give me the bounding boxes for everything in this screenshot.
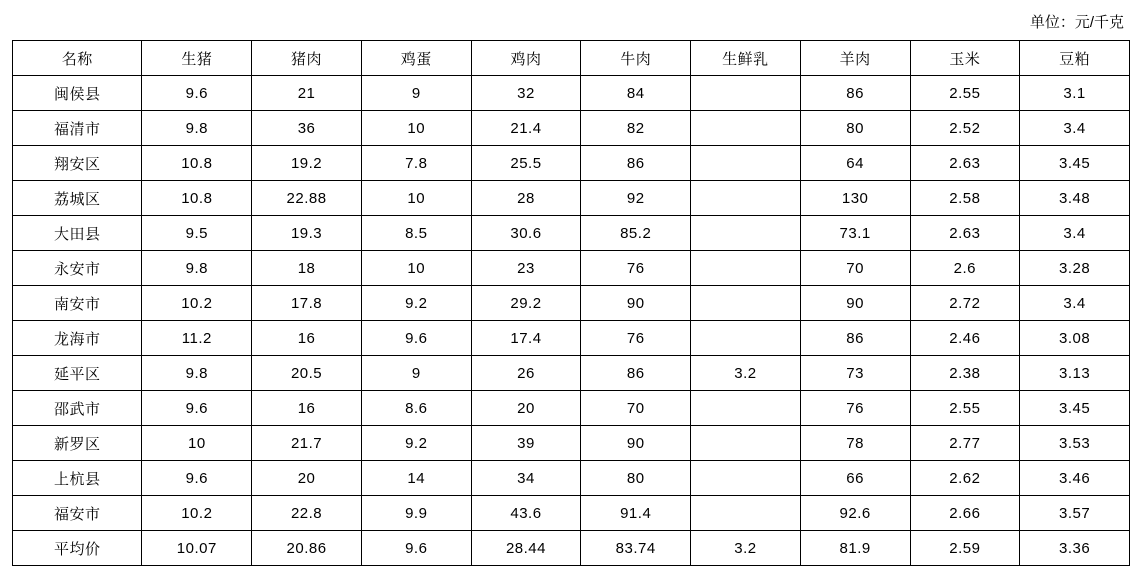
table-cell: 43.6 xyxy=(471,496,581,531)
table-cell xyxy=(691,496,801,531)
table-cell: 3.45 xyxy=(1020,146,1130,181)
table-cell: 10.2 xyxy=(142,496,252,531)
table-cell: 11.2 xyxy=(142,321,252,356)
table-cell: 3.08 xyxy=(1020,321,1130,356)
table-cell: 2.55 xyxy=(910,76,1020,111)
table-cell: 76 xyxy=(581,251,691,286)
table-cell: 83.74 xyxy=(581,531,691,566)
table-cell: 82 xyxy=(581,111,691,146)
row-label: 南安市 xyxy=(13,286,142,321)
column-header: 鸡肉 xyxy=(471,41,581,76)
table-cell: 3.1 xyxy=(1020,76,1130,111)
column-header: 生猪 xyxy=(142,41,252,76)
column-header: 猪肉 xyxy=(252,41,362,76)
table-cell: 25.5 xyxy=(471,146,581,181)
table-row xyxy=(13,356,1130,391)
table-cell: 34 xyxy=(471,461,581,496)
table-cell: 21.4 xyxy=(471,111,581,146)
table-cell: 80 xyxy=(581,461,691,496)
table-cell: 3.2 xyxy=(691,356,801,391)
table-cell: 2.59 xyxy=(910,531,1020,566)
table-cell: 17.8 xyxy=(252,286,362,321)
row-label: 大田县 xyxy=(13,216,142,251)
table-row xyxy=(13,286,1130,321)
table-cell: 9.6 xyxy=(142,76,252,111)
table-cell: 28.44 xyxy=(471,531,581,566)
table-cell: 9.2 xyxy=(361,286,471,321)
table-row xyxy=(13,391,1130,426)
column-header: 玉米 xyxy=(910,41,1020,76)
table-cell: 9.6 xyxy=(142,391,252,426)
column-header: 羊肉 xyxy=(800,41,910,76)
table-cell: 64 xyxy=(800,146,910,181)
table-cell: 90 xyxy=(581,286,691,321)
table-cell xyxy=(691,146,801,181)
table-cell xyxy=(691,461,801,496)
table-cell: 78 xyxy=(800,426,910,461)
table-header xyxy=(13,41,1130,76)
row-label: 荔城区 xyxy=(13,181,142,216)
table-cell xyxy=(691,426,801,461)
table-body xyxy=(13,76,1130,566)
column-header: 名称 xyxy=(13,41,142,76)
table-cell: 18 xyxy=(252,251,362,286)
table-cell xyxy=(691,181,801,216)
table-header-row xyxy=(13,41,1130,76)
table-cell: 76 xyxy=(800,391,910,426)
table-cell: 3.4 xyxy=(1020,286,1130,321)
table-cell xyxy=(691,251,801,286)
table-row xyxy=(13,426,1130,461)
column-header: 牛肉 xyxy=(581,41,691,76)
table-cell: 80 xyxy=(800,111,910,146)
table-cell: 73.1 xyxy=(800,216,910,251)
table-cell: 92.6 xyxy=(800,496,910,531)
table-cell xyxy=(691,76,801,111)
row-label: 新罗区 xyxy=(13,426,142,461)
table-cell: 86 xyxy=(800,321,910,356)
table-cell: 3.48 xyxy=(1020,181,1130,216)
table-row xyxy=(13,111,1130,146)
table-cell xyxy=(691,391,801,426)
table-row xyxy=(13,321,1130,356)
table-cell: 9 xyxy=(361,356,471,391)
table-cell: 26 xyxy=(471,356,581,391)
table-cell: 21 xyxy=(252,76,362,111)
table-cell: 21.7 xyxy=(252,426,362,461)
table-cell: 3.57 xyxy=(1020,496,1130,531)
table-row xyxy=(13,76,1130,111)
table-row xyxy=(13,461,1130,496)
table-cell: 9.8 xyxy=(142,111,252,146)
table-cell: 2.77 xyxy=(910,426,1020,461)
table-row xyxy=(13,216,1130,251)
table-cell: 73 xyxy=(800,356,910,391)
table-cell xyxy=(691,216,801,251)
table-cell: 7.8 xyxy=(361,146,471,181)
table-cell: 3.45 xyxy=(1020,391,1130,426)
table-cell: 70 xyxy=(581,391,691,426)
table-cell: 9.6 xyxy=(361,321,471,356)
table-cell: 9.9 xyxy=(361,496,471,531)
table-cell: 2.72 xyxy=(910,286,1020,321)
table-cell: 23 xyxy=(471,251,581,286)
table-cell: 14 xyxy=(361,461,471,496)
price-table-container xyxy=(12,40,1130,566)
table-cell: 16 xyxy=(252,391,362,426)
table-cell: 30.6 xyxy=(471,216,581,251)
price-table xyxy=(12,40,1130,566)
row-label: 翔安区 xyxy=(13,146,142,181)
table-cell: 76 xyxy=(581,321,691,356)
table-cell: 3.13 xyxy=(1020,356,1130,391)
table-cell: 20.5 xyxy=(252,356,362,391)
unit-note: 单位：元/千克 xyxy=(1029,14,1124,31)
table-cell: 10 xyxy=(361,251,471,286)
table-cell: 9.6 xyxy=(142,461,252,496)
table-cell: 28 xyxy=(471,181,581,216)
table-cell: 3.46 xyxy=(1020,461,1130,496)
row-label: 平均价 xyxy=(13,531,142,566)
table-cell: 10.07 xyxy=(142,531,252,566)
table-cell: 3.2 xyxy=(691,531,801,566)
table-cell: 86 xyxy=(581,146,691,181)
table-cell: 2.6 xyxy=(910,251,1020,286)
table-cell: 84 xyxy=(581,76,691,111)
row-label: 闽侯县 xyxy=(13,76,142,111)
row-label: 龙海市 xyxy=(13,321,142,356)
table-cell: 22.88 xyxy=(252,181,362,216)
table-cell: 91.4 xyxy=(581,496,691,531)
row-label: 福清市 xyxy=(13,111,142,146)
table-cell: 86 xyxy=(800,76,910,111)
row-label: 延平区 xyxy=(13,356,142,391)
table-cell: 9.5 xyxy=(142,216,252,251)
table-row xyxy=(13,146,1130,181)
row-label: 邵武市 xyxy=(13,391,142,426)
table-row xyxy=(13,181,1130,216)
table-cell: 20.86 xyxy=(252,531,362,566)
table-cell: 10.2 xyxy=(142,286,252,321)
table-cell xyxy=(691,286,801,321)
table-cell: 2.63 xyxy=(910,146,1020,181)
table-cell: 3.4 xyxy=(1020,216,1130,251)
table-cell: 3.36 xyxy=(1020,531,1130,566)
table-cell: 8.6 xyxy=(361,391,471,426)
table-cell: 10 xyxy=(142,426,252,461)
table-row xyxy=(13,531,1130,566)
table-cell: 130 xyxy=(800,181,910,216)
table-cell xyxy=(691,321,801,356)
table-row xyxy=(13,251,1130,286)
table-cell: 9.8 xyxy=(142,356,252,391)
table-cell: 10.8 xyxy=(142,181,252,216)
table-cell: 2.63 xyxy=(910,216,1020,251)
table-cell: 36 xyxy=(252,111,362,146)
table-cell: 20 xyxy=(471,391,581,426)
table-cell: 9.6 xyxy=(361,531,471,566)
table-cell: 9 xyxy=(361,76,471,111)
table-cell xyxy=(691,111,801,146)
table-cell: 17.4 xyxy=(471,321,581,356)
row-label: 上杭县 xyxy=(13,461,142,496)
table-cell: 19.3 xyxy=(252,216,362,251)
table-cell: 29.2 xyxy=(471,286,581,321)
table-cell: 16 xyxy=(252,321,362,356)
table-row xyxy=(13,496,1130,531)
table-cell: 66 xyxy=(800,461,910,496)
table-cell: 2.52 xyxy=(910,111,1020,146)
table-cell: 2.62 xyxy=(910,461,1020,496)
column-header: 生鲜乳 xyxy=(691,41,801,76)
table-cell: 3.53 xyxy=(1020,426,1130,461)
row-label: 永安市 xyxy=(13,251,142,286)
table-cell: 85.2 xyxy=(581,216,691,251)
column-header: 豆粕 xyxy=(1020,41,1130,76)
table-cell: 2.55 xyxy=(910,391,1020,426)
table-cell: 90 xyxy=(800,286,910,321)
table-cell: 10 xyxy=(361,111,471,146)
table-cell: 3.28 xyxy=(1020,251,1130,286)
table-cell: 9.2 xyxy=(361,426,471,461)
table-cell: 2.58 xyxy=(910,181,1020,216)
table-cell: 20 xyxy=(252,461,362,496)
table-cell: 32 xyxy=(471,76,581,111)
table-cell: 10 xyxy=(361,181,471,216)
table-cell: 10.8 xyxy=(142,146,252,181)
table-cell: 8.5 xyxy=(361,216,471,251)
table-cell: 39 xyxy=(471,426,581,461)
table-cell: 3.4 xyxy=(1020,111,1130,146)
row-label: 福安市 xyxy=(13,496,142,531)
table-cell: 2.66 xyxy=(910,496,1020,531)
table-cell: 92 xyxy=(581,181,691,216)
table-cell: 19.2 xyxy=(252,146,362,181)
table-cell: 9.8 xyxy=(142,251,252,286)
table-cell: 22.8 xyxy=(252,496,362,531)
table-cell: 2.38 xyxy=(910,356,1020,391)
table-cell: 70 xyxy=(800,251,910,286)
table-cell: 90 xyxy=(581,426,691,461)
table-cell: 81.9 xyxy=(800,531,910,566)
table-cell: 86 xyxy=(581,356,691,391)
column-header: 鸡蛋 xyxy=(361,41,471,76)
table-cell: 2.46 xyxy=(910,321,1020,356)
